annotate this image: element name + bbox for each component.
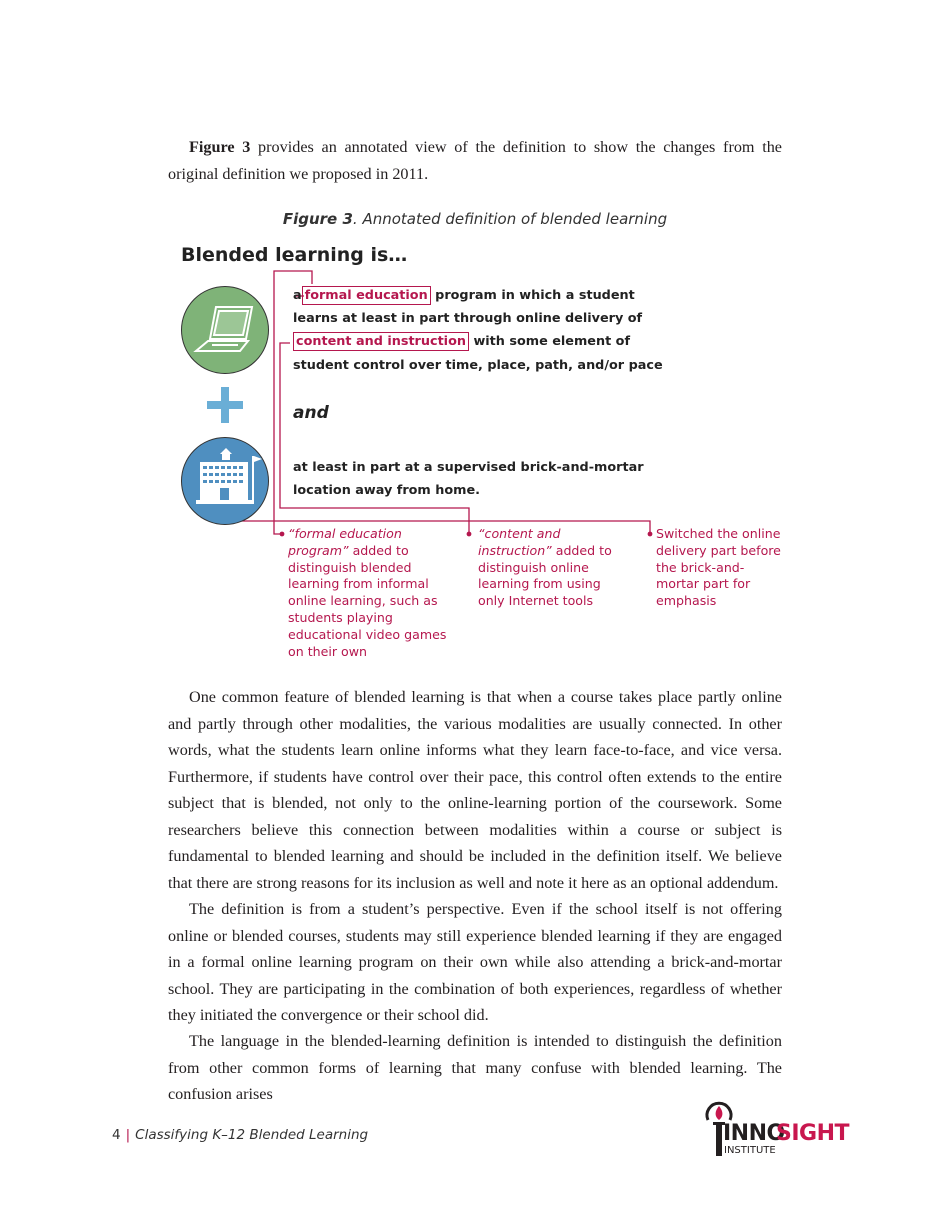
figure-caption-bold: Figure 3 xyxy=(282,210,353,228)
laptop-icon xyxy=(182,287,268,373)
definition-and: and xyxy=(293,403,329,423)
definition-line-5: at least in part at a supervised brick-and-mortar xyxy=(293,460,644,475)
footer-doc-title: Classifying K–12 Blended Learning xyxy=(135,1127,369,1143)
highlight-formal-education: formal education xyxy=(302,286,431,305)
annotation-2-text: added to distinguish online learning from using only Internet tools xyxy=(478,542,612,609)
dot-annot-1 xyxy=(280,532,285,537)
school-building-icon xyxy=(182,438,268,524)
dot-annot-2 xyxy=(467,532,472,537)
annotation-content-instruction xyxy=(478,526,623,610)
annotation-formal-education xyxy=(288,526,448,660)
definition-line-6: location away from home. xyxy=(293,483,480,498)
intro-text: provides an annotated view of the definition to show the changes from the original definition we proposed in 2011. xyxy=(168,138,782,183)
figure-heading: Blended learning is… xyxy=(181,244,408,266)
connector-annot-1 xyxy=(274,520,281,534)
school-circle xyxy=(181,437,269,525)
definition-line-3 xyxy=(293,333,630,351)
figure-caption-rest: . Annotated definition of blended learning xyxy=(352,210,668,228)
laptop-circle xyxy=(181,286,269,374)
footer-separator: | xyxy=(125,1127,131,1143)
innosight-logo xyxy=(702,1100,850,1160)
definition-line-3-post: with some element of xyxy=(468,334,631,349)
footer xyxy=(112,1127,368,1143)
highlight-content-instruction: content and instruction xyxy=(293,332,469,351)
body-paragraph-3: The language in the blended-learning definition is intended to distinguish the definition from other common forms of learning that many confuse with blended learning. The confusion arises xyxy=(168,1032,782,1103)
intro-bold-lead: Figure 3 xyxy=(189,138,251,156)
logo-inno: INNO xyxy=(723,1121,785,1146)
definition-line-1-pre: a xyxy=(293,288,302,303)
definition-line-1-post: program in which a student xyxy=(430,288,635,303)
body-paragraph-2: The definition is from a student’s perspective. Even if the school itself is not offering online or blended courses, students may still experience blended learning if they are engaged in a formal online learning program on their own while also attending a brick-and-mortar school. They are participating in the combination of both experiences, regardless of whether they initiated the convergence or their school did. xyxy=(168,900,782,1024)
definition-line-1 xyxy=(293,287,635,305)
dot-annot-3 xyxy=(648,532,653,537)
body-paragraph-1: One common feature of blended learning is that when a course takes place partly online and partly through other modalities, the various modalities are usually connected. In other words, what the students learn online informs what they learn face-to-face, and vice versa. Furthermore, if students have control over their pace, this control often extends to the entire subject that is blended, not only to the online-learning portion of the coursework. Some researchers believe this connection between modalities within a course or subject is fundamental to blended learning and should be included in the definition itself. We believe that there are strong reasons for its inclusion as well and note it here as an optional addendum. xyxy=(168,688,782,892)
definition-line-4: student control over time, place, path, and/or pace xyxy=(293,358,663,373)
annotation-1-quote: “formal education program” xyxy=(288,526,402,558)
annotation-3-text: Switched the online delivery part before the brick-and-mortar part for emphasis xyxy=(656,526,781,609)
logo-sight: SIGHT xyxy=(776,1121,850,1146)
annotation-switched xyxy=(656,526,781,610)
logo-institute: INSTITUTE xyxy=(724,1145,776,1156)
page-number: 4 xyxy=(112,1127,121,1143)
annotation-1-text: added to distinguish blended learning from informal online learning, such as students playing educational video games on their own xyxy=(288,542,447,659)
plus-icon xyxy=(207,387,243,423)
annotation-2-quote: “content and instruction” xyxy=(478,526,561,558)
definition-line-2: learns at least in part through online delivery of xyxy=(293,311,643,326)
